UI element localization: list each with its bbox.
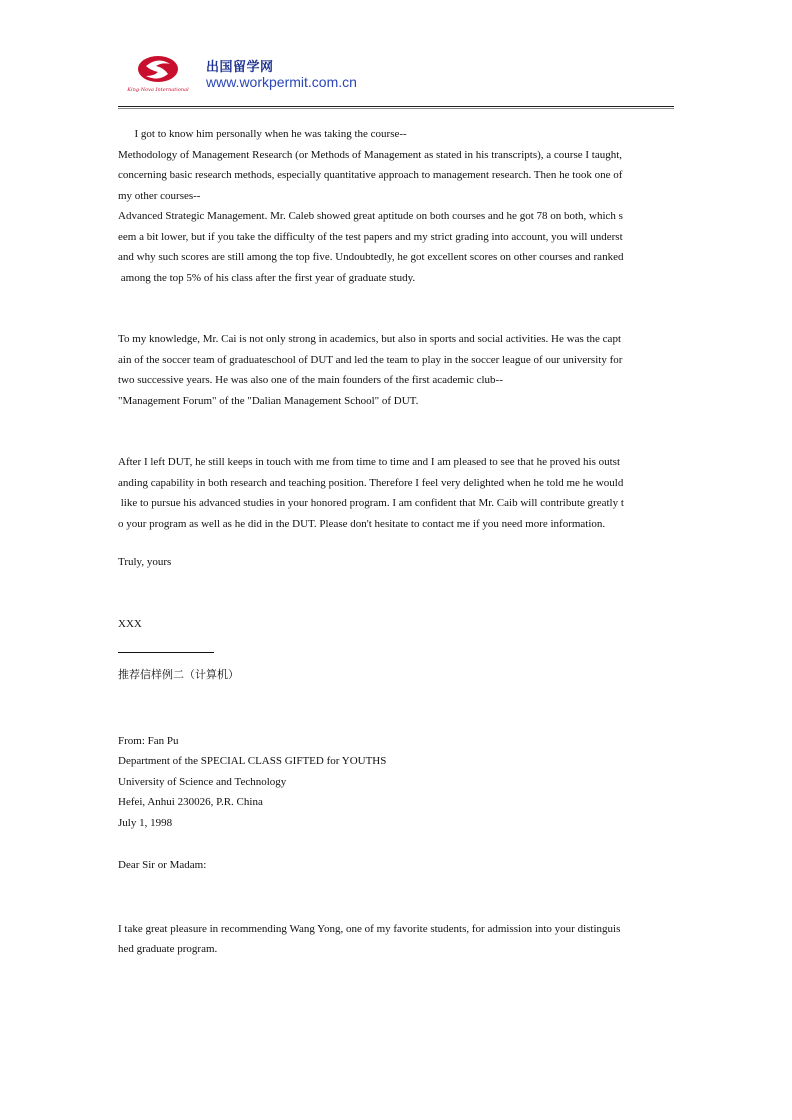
from-line: July 1, 1998 [118,816,173,829]
salutation: Dear Sir or Madam: [118,859,207,871]
text-line: among the top 5% of his class after the first year of graduate study. [118,271,416,284]
logo-icon [118,52,198,94]
text-line: After I left DUT, he still keeps in touch with me from time to time and I am pleased to see that he proved his outst [118,456,621,468]
signature: XXX [118,617,142,630]
text-line: concerning basic research methods, especially quantitative approach to management research. Then he took one of [118,169,623,181]
page-header [118,52,674,110]
from-line: From: Fan Pu [118,734,179,747]
document-body [118,124,674,960]
text-line: o your program as well as he did in the DUT. Please don't hesitate to contact me if you need more information. [118,517,606,530]
closing: Truly, yours [118,556,172,568]
text-line: eem a bit lower, but if you take the difficulty of the test papers and my strict grading into account, you will underst [118,230,623,243]
from-line: Hefei, Anhui 230026, P.R. China [118,796,263,808]
section-divider [118,652,214,653]
text-line: I got to know him personally when he was taking the course-- [118,128,407,140]
from-line: Department of the SPECIAL CLASS GIFTED for YOUTHS [118,755,387,767]
text-line: hed graduate program. [118,943,218,955]
text-line: I take great pleasure in recommending Wang Yong, one of my favorite students, for admission into your distinguis [118,922,621,935]
text-line: anding capability in both research and teaching position. Therefore I feel very delighted when he told me he would [118,476,624,489]
text-line: ain of the soccer team of graduateschool of DUT and led the team to play in the soccer league of our university for [118,353,623,366]
text-line: "Management Forum" of the "Dalian Management School" of DUT. [118,394,419,407]
header-divider-secondary [118,108,674,109]
logo-caption: King-Nova International [127,87,189,93]
header-divider [118,106,674,107]
text-line: and why such scores are still among the top five. Undoubtedly, he got excellent scores on other courses and ranked [118,251,624,263]
text-line: two successive years. He was also one of the main founders of the first academic club-- [118,374,503,386]
site-name: 出国留学网 [206,60,274,75]
text-line: Advanced Strategic Management. Mr. Caleb showed great aptitude on both courses and he got 78 on both, which s [118,210,623,222]
from-line: University of Science and Technology [118,775,287,788]
site-url[interactable]: www.workpermit.com.cn [206,74,357,90]
text-line: Methodology of Management Research (or Methods of Management as stated in his transcripts), a course I taught, [118,148,623,161]
text-line: like to pursue his advanced studies in your honored program. I am confident that Mr. Caib will contribute greatly t [118,497,624,509]
text-line: To my knowledge, Mr. Cai is not only strong in academics, but also in sports and social activities. He was the capt [118,333,621,345]
text-line: my other courses-- [118,189,201,202]
section-title: 推荐信样例二（计算机） [118,668,239,681]
